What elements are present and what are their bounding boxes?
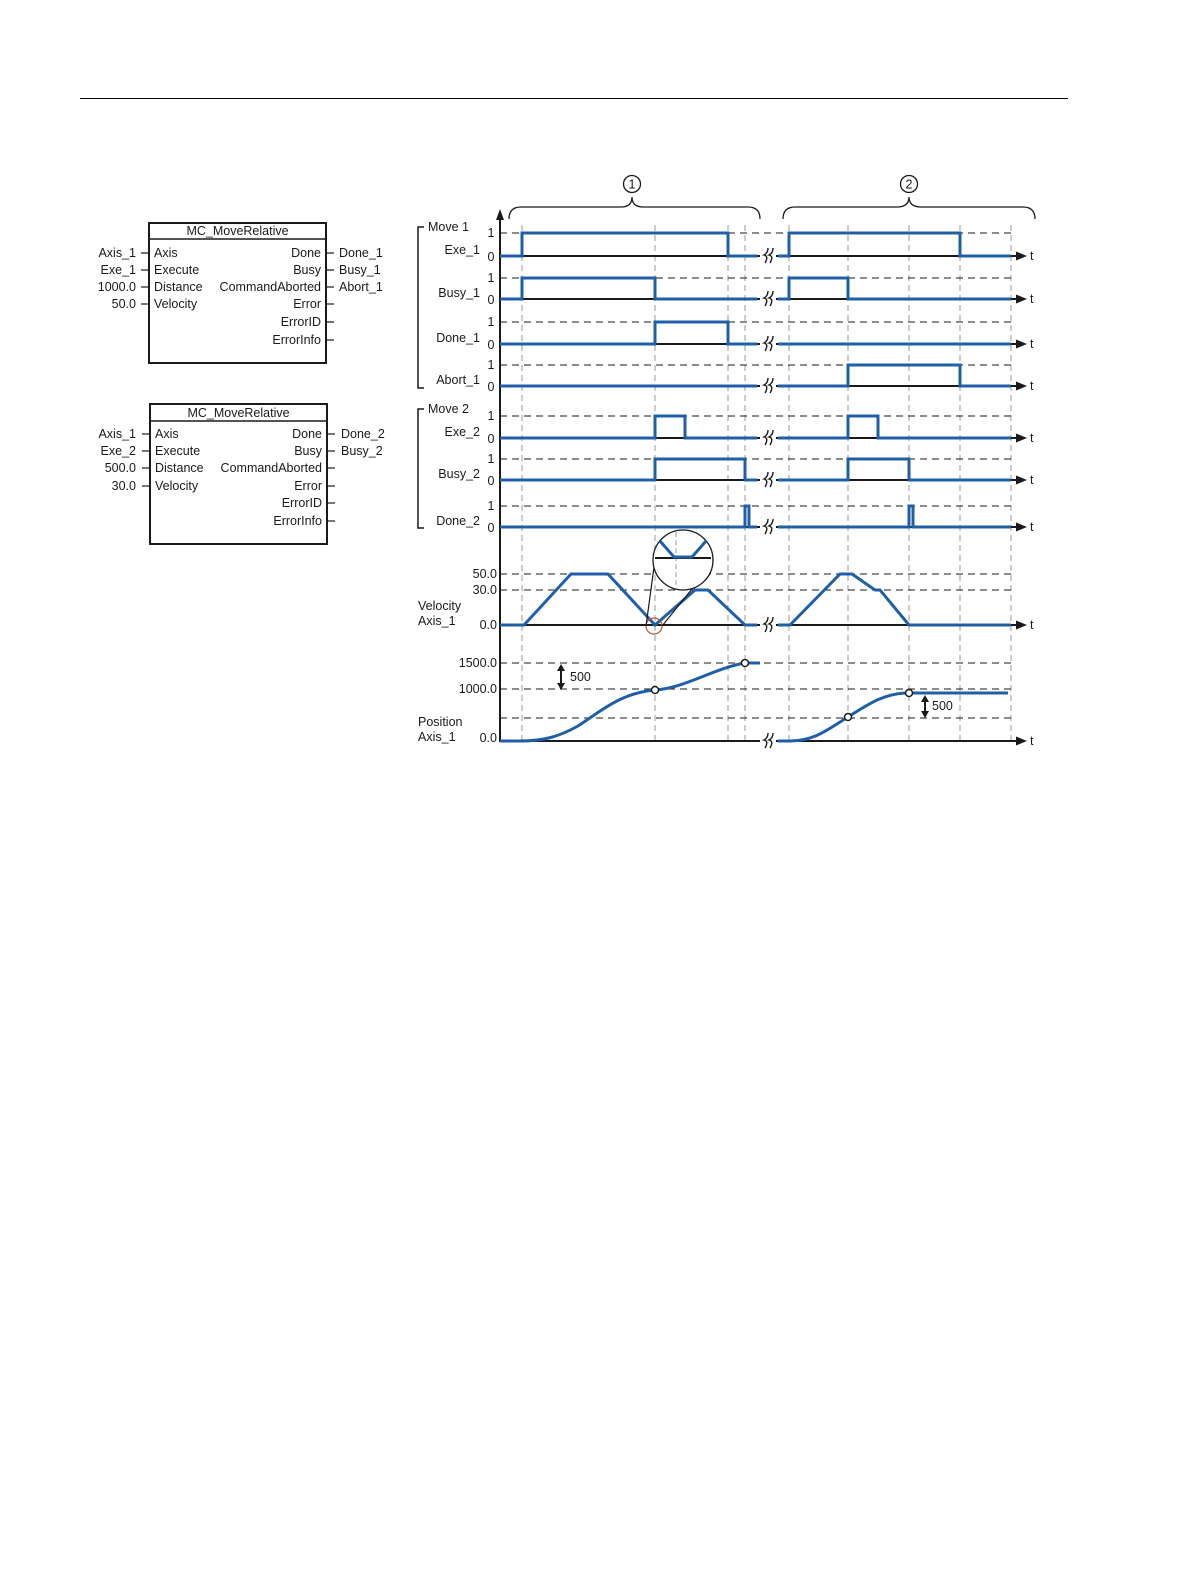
signal-t-label: t [1030, 379, 1034, 393]
signal-t-label: t [1030, 473, 1034, 487]
position-t-label: t [1030, 734, 1034, 748]
delta-label-2: 500 [932, 699, 953, 713]
signal-t-label: t [1030, 337, 1034, 351]
position-level: 1000.0 [458, 682, 497, 696]
fb1-out-value: Busy_1 [339, 263, 381, 277]
zoom-lens-circle [653, 530, 713, 590]
section-brace-1 [509, 197, 760, 219]
signal-row [445, 226, 1034, 264]
time-break-icon [762, 617, 775, 633]
fb2-out-pin: ErrorInfo [273, 514, 322, 528]
fb2-in-value: 30.0 [111, 479, 136, 493]
signal-one-label: 1 [487, 358, 495, 372]
section-brace-2 [783, 197, 1035, 219]
fb1-out-pin: ErrorID [280, 315, 321, 329]
velocity-plot [418, 530, 1034, 634]
signal-zero-label: 0 [487, 250, 495, 264]
position-level: 0.0 [479, 731, 497, 745]
fb1-title: MC_MoveRelative [186, 224, 289, 238]
time-breaks [762, 248, 775, 749]
signal-t-label: t [1030, 431, 1034, 445]
position-marker [845, 714, 852, 721]
signal-one-label: 1 [487, 315, 495, 329]
signal-zero-label: 0 [487, 521, 495, 535]
fb2-out-value: Busy_2 [341, 444, 383, 458]
fb1-in-pin: Velocity [154, 297, 198, 311]
callout-label-1: 1 [628, 177, 636, 192]
signal-waveform [778, 365, 1011, 386]
signal-waveform [500, 506, 757, 527]
fb2-in-pin: Distance [155, 461, 204, 475]
fb1-out-value: Done_1 [339, 246, 383, 260]
signal-row [445, 409, 1034, 446]
time-break-icon [762, 378, 775, 394]
position-axis-label: Axis_1 [418, 730, 456, 744]
signal-t-label: t [1030, 249, 1034, 263]
signal-t-arrow [1016, 295, 1027, 304]
time-break-icon [762, 291, 775, 307]
signal-zero-label: 0 [487, 474, 495, 488]
signal-waveform [500, 233, 757, 256]
fb1-in-value: Axis_1 [98, 246, 136, 260]
fb2-in-value: Exe_2 [100, 444, 136, 458]
move1-group-label: Move 1 [428, 220, 469, 234]
delta-arrow-1 [557, 664, 591, 690]
velocity-level: 50.0 [472, 567, 497, 581]
velocity-level: 30.0 [472, 583, 497, 597]
fb1-in-pin: Distance [154, 280, 203, 294]
signal-waveform [778, 278, 1011, 299]
fb2-out-value: Done_2 [341, 427, 385, 441]
velocity-level: 0.0 [479, 618, 497, 632]
signal-name-label: Done_1 [436, 331, 480, 345]
fb2-out-pin: Busy [294, 444, 322, 458]
signal-name-label: Abort_1 [436, 373, 480, 387]
velocity-trace-1 [500, 574, 757, 625]
signal-t-arrow [1016, 382, 1027, 391]
fb2-out-pin: ErrorID [281, 496, 322, 510]
position-marker [906, 690, 913, 697]
signal-name-label: Busy_2 [438, 467, 480, 481]
signal-name-label: Exe_1 [444, 243, 480, 257]
signal-name-label: Busy_1 [438, 286, 480, 300]
fb2-in-value: 500.0 [104, 461, 136, 475]
axis-up-arrow [496, 209, 504, 220]
signal-t-arrow [1016, 476, 1027, 485]
signal-t-arrow [1016, 434, 1027, 443]
time-break-icon [762, 472, 775, 488]
fb1-in-value: 1000.0 [97, 280, 136, 294]
time-break-icon [762, 430, 775, 446]
velocity-t-label: t [1030, 618, 1034, 632]
signal-waveform [500, 459, 757, 480]
delta-arrow-head [557, 664, 565, 671]
fb2-in-pin: Axis [155, 427, 179, 441]
signal-waveform [778, 506, 1011, 527]
signal-row [438, 271, 1034, 307]
fb1-in-pin: Axis [154, 246, 178, 260]
move2-group-label: Move 2 [428, 402, 469, 416]
position-level: 1500.0 [458, 656, 497, 670]
callout-label-2: 2 [905, 177, 913, 192]
fb2-out-pin: CommandAborted [220, 461, 322, 475]
velocity-t-arrow [1016, 621, 1027, 630]
signal-rows [436, 226, 1034, 535]
signal-one-label: 1 [487, 226, 495, 240]
signal-one-label: 1 [487, 271, 495, 285]
time-break-icon [762, 733, 775, 749]
fb1-in-pin: Execute [154, 263, 200, 277]
fb1-in-value: Exe_1 [100, 263, 136, 277]
fb1-out-value: Abort_1 [339, 280, 383, 294]
signal-name-label: Exe_2 [444, 425, 480, 439]
signal-row [438, 452, 1034, 488]
fb1-out-pin: CommandAborted [219, 280, 321, 294]
signal-waveform [778, 416, 1011, 438]
signal-waveform [500, 278, 757, 299]
signal-t-label: t [1030, 292, 1034, 306]
time-break-icon [762, 519, 775, 535]
delta-label-1: 500 [570, 670, 591, 684]
signal-waveform [778, 233, 1011, 256]
signal-zero-label: 0 [487, 380, 495, 394]
fb2-in-value: Axis_1 [98, 427, 136, 441]
position-trace-1 [500, 663, 760, 741]
function-block-move2 [98, 404, 384, 544]
timing-diagram [418, 176, 1035, 750]
signal-t-arrow [1016, 523, 1027, 532]
fb1-out-pin: ErrorInfo [272, 333, 321, 347]
velocity-label: Velocity [418, 599, 462, 613]
signal-zero-label: 0 [487, 432, 495, 446]
signal-row [436, 358, 1034, 394]
signal-one-label: 1 [487, 452, 495, 466]
velocity-axis-label: Axis_1 [418, 614, 456, 628]
delta-arrow-2 [921, 695, 953, 718]
fb2-in-pin: Execute [155, 444, 201, 458]
time-break-icon [762, 248, 775, 264]
fb1-out-pin: Done [291, 246, 321, 260]
fb1-in-value: 50.0 [111, 297, 136, 311]
move1-bracket [418, 227, 424, 388]
signal-name-label: Done_2 [436, 514, 480, 528]
signal-waveform [500, 322, 757, 344]
signal-zero-label: 0 [487, 338, 495, 352]
fb2-out-pin: Error [294, 479, 322, 493]
position-marker [652, 687, 659, 694]
position-plot [418, 656, 1034, 748]
signal-row [436, 499, 1034, 535]
position-label: Position [418, 715, 463, 729]
function-block-move1 [98, 223, 383, 363]
fb2-in-pin: Velocity [155, 479, 199, 493]
signal-row [436, 315, 1034, 352]
position-trace-2 [778, 693, 1008, 741]
time-break-icon [762, 336, 775, 352]
signal-one-label: 1 [487, 409, 495, 423]
delta-arrow-head [921, 695, 929, 702]
fb2-out-pin: Done [292, 427, 322, 441]
signal-t-arrow [1016, 252, 1027, 261]
delta-arrow-head [921, 711, 929, 718]
signal-waveform [500, 416, 757, 438]
signal-t-arrow [1016, 340, 1027, 349]
fb1-out-pin: Error [293, 297, 321, 311]
signal-one-label: 1 [487, 499, 495, 513]
fb1-out-pin: Busy [293, 263, 321, 277]
signal-zero-label: 0 [487, 293, 495, 307]
position-t-arrow [1016, 737, 1027, 746]
move2-bracket [418, 409, 424, 528]
fb2-title: MC_MoveRelative [187, 406, 290, 420]
signal-t-label: t [1030, 520, 1034, 534]
velocity-trace-2 [778, 574, 1011, 625]
signal-waveform [778, 459, 1011, 480]
position-marker [742, 660, 749, 667]
